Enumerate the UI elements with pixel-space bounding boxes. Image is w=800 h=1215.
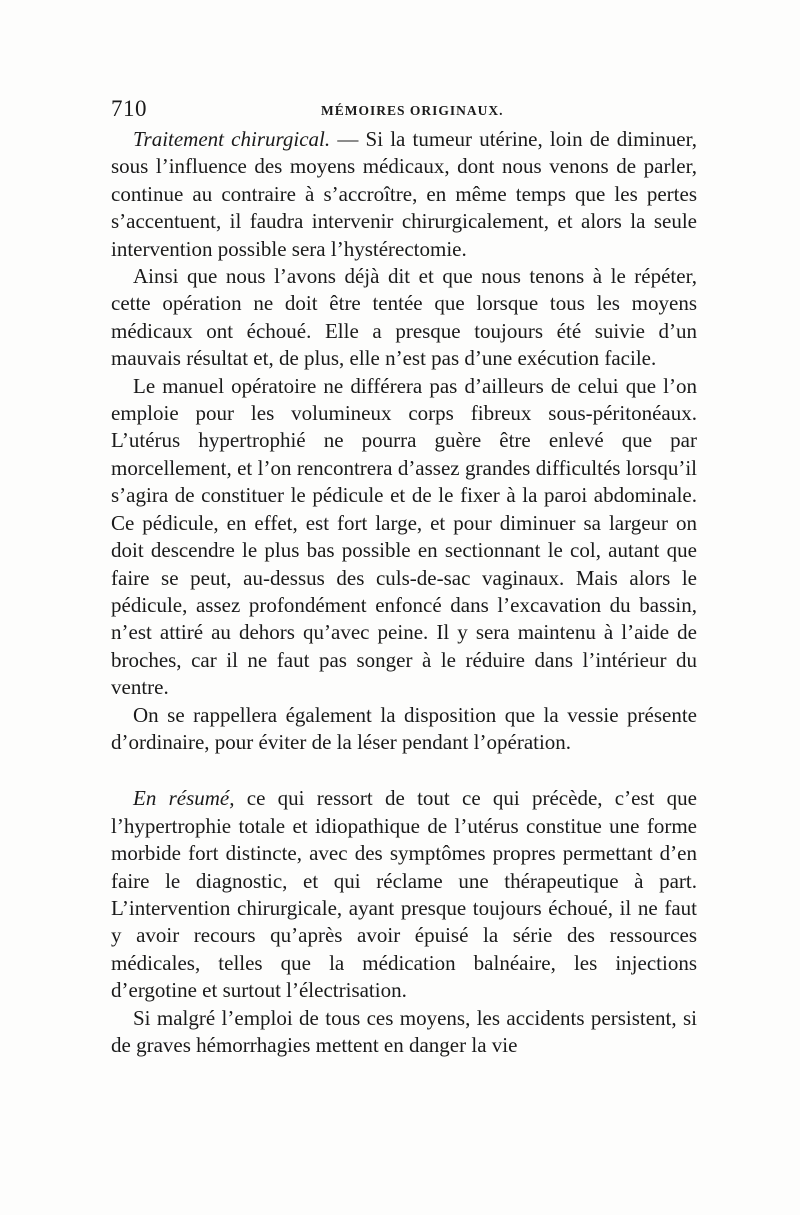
- paragraph-surgical-treatment: [111, 126, 697, 263]
- page-number: 710: [111, 96, 147, 121]
- running-head: [111, 96, 701, 124]
- paragraph: Si malgré l’emploi de tous ces moyens, les accidents persistent, si de graves hémorrhagies mettent en danger la vie: [111, 1005, 697, 1057]
- paragraph: Ainsi que nous l’avons déjà dit et que nous tenons à le répéter, cette opération ne doit être tentée que lorsque tous les moyens médicaux ont échoué. Elle a presque toujours été suivie d’un mauvais résultat et, de plus, elle n’est pas d’une exécution facile.: [111, 264, 697, 371]
- paragraph: Le manuel opératoire ne différera pas d’ailleurs de celui que l’on emploie pour les volumineux corps fibreux sous-péritonéaux. L’utérus hypertrophié ne pourra guère être enlevé que par morcellement, et l’on rencontrera d’assez grandes difficultés lorsqu’il s’agira de constituer le pédicule et de le fixer à la paroi abdominale. Ce pédicule, en effet, est fort large, et pour diminuer sa largeur on doit descendre le plus bas possible en sectionnant le col, autant que faire se peut, au-dessus des culs-de-sac vaginaux. Mais alors le pédicule, assez profondément enfoncé dans l’excavation du bassin, n’est attiré au dehors qu’avec peine. Il y sera maintenu à l’aide de broches, car il ne faut pas songer à le réduire dans l’intérieur du ventre.: [111, 373, 697, 700]
- paragraph-text: — Si la tumeur utérine, loin de diminuer, sous l’influence des moyens médicaux, dont nous venons de parler, continue au contraire à s’accroître, en même temps que les pertes s’accentuent, il faudra intervenir chirurgicalement, et alors la seule intervention possible sera l’hystérectomie.: [111, 127, 698, 261]
- body-text: [111, 126, 697, 1059]
- paragraph: On se rappellera également la disposition que la vessie présente d’ordinaire, pour éviter de la léser pendant l’opération.: [111, 702, 697, 754]
- paragraph-lead-in: En résumé,: [133, 786, 235, 811]
- paragraph-lead-in: Traitement chirurgical.: [133, 127, 331, 151]
- running-title: MÉMOIRES ORIGINAUX.: [321, 103, 504, 118]
- paragraph-text: ce qui ressort de tout ce qui précède, c’est que l’hypertrophie totale et idiopathique de l’utérus constitue une forme morbide fort distincte, avec des symptômes propres permettant d’en faire le diagnostic, et qui réclame une thérapeutique à part. L’intervention chirurgicale, ayant presque toujours échoué, il ne faut y avoir recours qu’après avoir épuisé la série des ressources médicales, telles que la médication balnéaire, les injections d’ergotine et surtout l’électrisation.: [111, 786, 698, 1003]
- paragraph-summary: [111, 785, 697, 1004]
